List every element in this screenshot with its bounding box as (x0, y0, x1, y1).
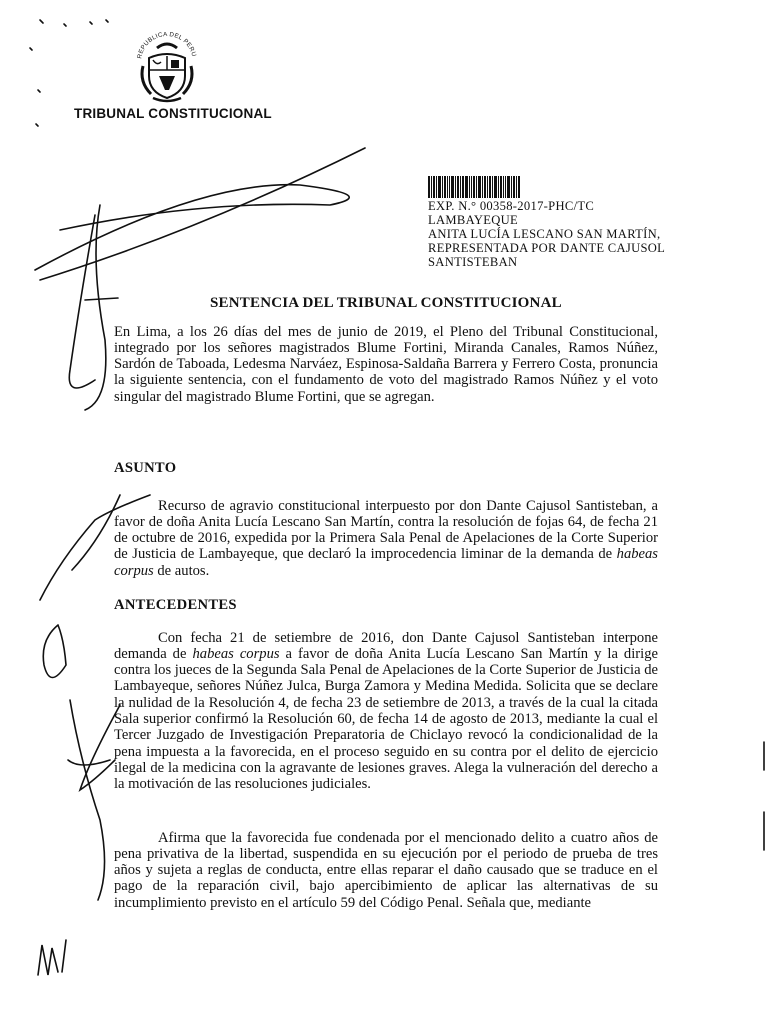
document-title: SENTENCIA DEL TRIBUNAL CONSTITUCIONAL (210, 295, 562, 311)
barcode (428, 176, 520, 198)
antecedentes-paragraph: Afirma que la favorecida fue condenada por el mencionado delito a cuatro años de pena privativa de la libertad, suspendida en su ejecución por el periodo de prueba de tres años y sujeta a reglas de conducta, entre ellas reparar el daño causado que se traduce en el pago de la reparación civil, bajo apercibimiento de aplicar las alternativas de su incumplimiento previsto en el artículo 59 del Código Penal. Señala que, mediante (114, 829, 658, 911)
antecedentes-paragraph: Con fecha 21 de setiembre de 2016, don Dante Cajusol Santisteban interpone demanda de habeas corpus a favor de doña Anita Lucía Lescano San Martín y la dirige contra los jueces de la Segunda Sala Penal de Apelaciones de la Corte Superior de Justicia de Lambayeque, señores Núñez Julca, Burga Zamora y Medina Medida. Solicita que se declare la nulidad de la Resolución 4, de fecha 23 de setiembre de 2013, a través de la cual la citada Sala superior confirmó la Resolución 60, de fecha 14 de agosto de 2013, mediante la cual el Tercer Juzgado de Investigación Preparatoria de Chiclayo revocó la condicionalidad de la pena impuesta a la favorecida, en el proceso seguido en su contra por el delito de ejercicio ilegal de la medicina con la agravante de lesiones graves. Alega la vulneración del derecho a la motivación de las resoluciones judiciales. (114, 629, 658, 793)
intro-paragraph: En Lima, a los 26 días del mes de junio de 2019, el Pleno del Tribunal Constitucional, integrado por los señores magistrados Blume Fortini, Miranda Canales, Ramos Núñez, Sardón de Taboada, Ledesma Narváez, Espinosa-Saldaña Barrera y Ferrero Costa, pronuncia la siguiente sentencia, con el fundamento de voto del magistrado Ramos Núñez y el voto singular del magistrado Blume Fortini, que se agregan. (114, 323, 658, 405)
case-party: SANTISTEBAN (428, 255, 518, 269)
case-header (428, 199, 698, 269)
section-heading-asunto: ASUNTO (114, 460, 177, 476)
case-party: REPRESENTADA POR DANTE CAJUSOL (428, 241, 666, 255)
seal-text: REPUBLICA DEL PERU (136, 32, 198, 60)
case-party: ANITA LUCÍA LESCANO SAN MARTÍN, (428, 227, 661, 241)
case-region: LAMBAYEQUE (428, 213, 518, 227)
national-seal-logo (135, 32, 199, 104)
case-number: EXP. N.° 00358-2017-PHC/TC (428, 199, 595, 213)
asunto-paragraph: Recurso de agravio constitucional interpuesto por don Dante Cajusol Santisteban, a favor de doña Anita Lucía Lescano San Martín, contra la resolución de fojas 64, de fecha 21 de octubre de 2016, expedida por la Primera Sala Penal de Apelaciones de la Corte Superior de Justicia de Lambayeque, que declaró la improcedencia liminar de la demanda de habeas corpus de autos. (114, 497, 658, 579)
section-heading-antecedentes: ANTECEDENTES (114, 597, 237, 613)
institution-name: TRIBUNAL CONSTITUCIONAL (74, 106, 272, 121)
